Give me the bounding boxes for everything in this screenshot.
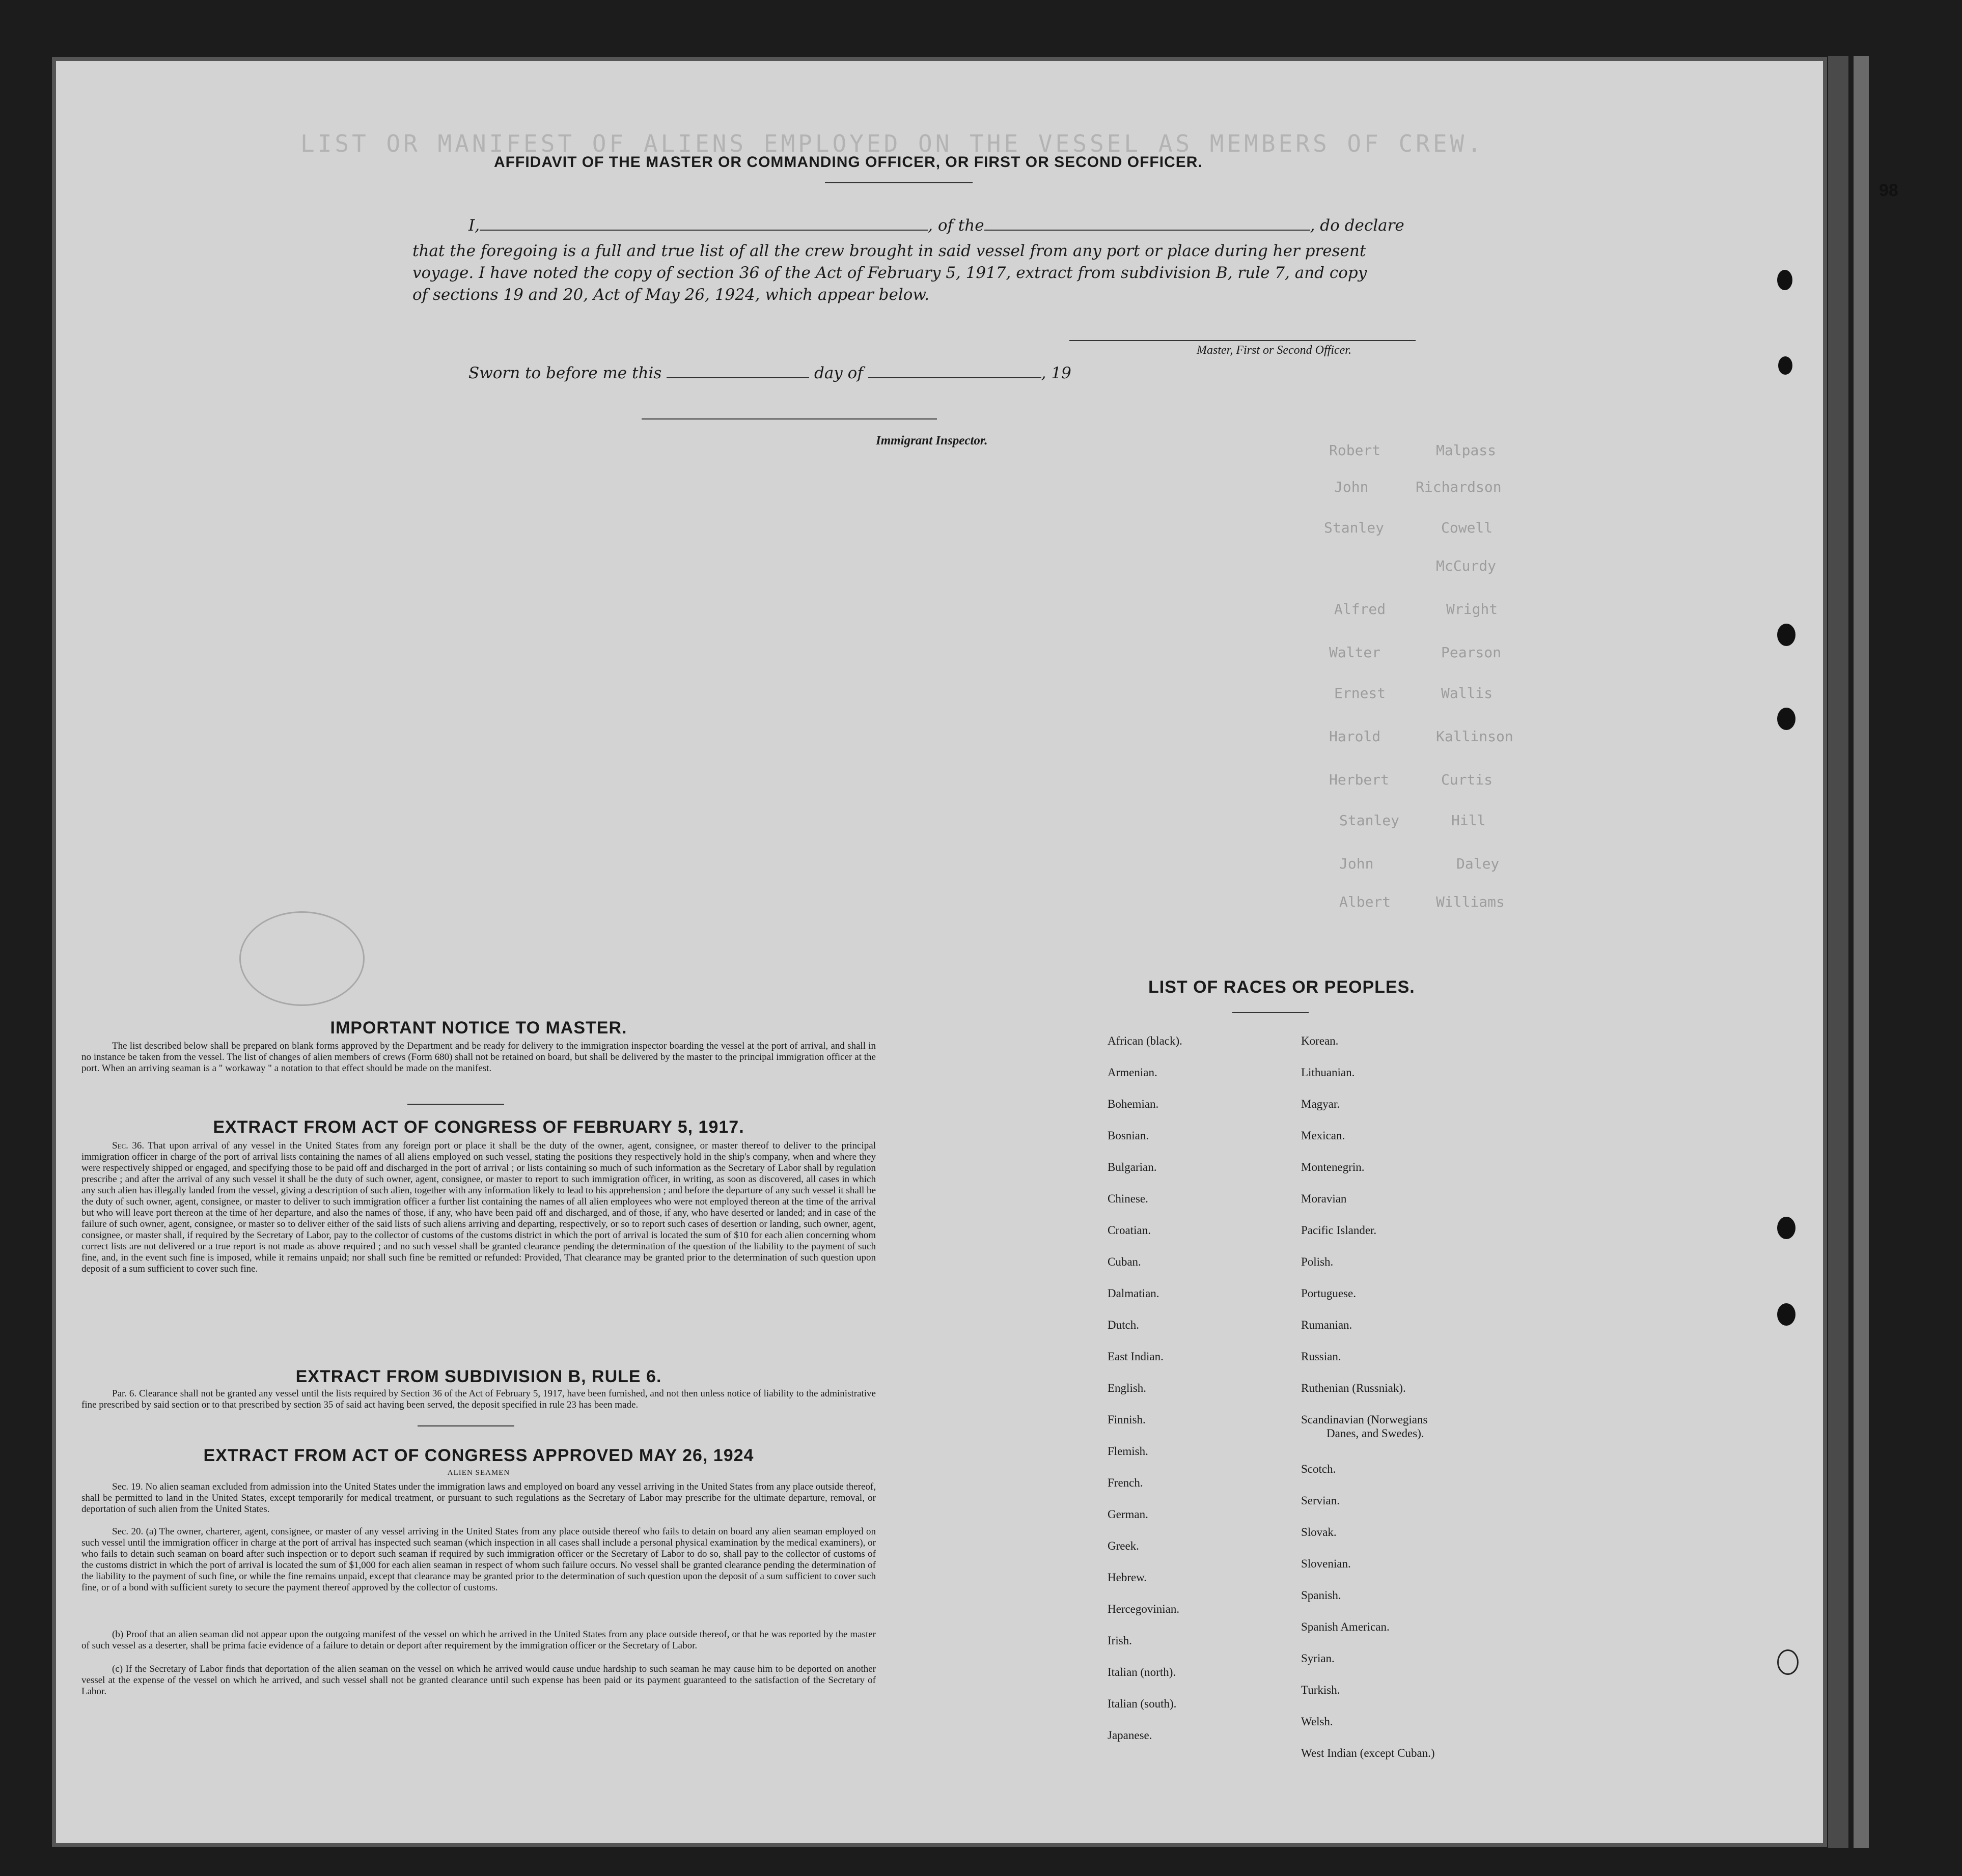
- bleed-through-name: Walter: [1329, 644, 1381, 661]
- race-item: Japanese.: [1108, 1729, 1152, 1742]
- bleed-through-name: John: [1334, 479, 1369, 495]
- race-item: Moravian: [1301, 1192, 1347, 1205]
- affidavit-line-3: voyage. I have noted the copy of section 36 of the Act of February 5, 1917, extract from subdivision B, rule 7, and copy: [412, 264, 1367, 282]
- page-edge-right-2: [1854, 56, 1869, 1848]
- race-item: Slovenian.: [1301, 1557, 1351, 1570]
- affidavit-line-1: [468, 215, 1421, 237]
- race-item: Finnish.: [1108, 1413, 1146, 1426]
- race-item: English.: [1108, 1382, 1147, 1394]
- bleed-through-name: Curtis: [1441, 771, 1493, 788]
- binder-hole: [1777, 1303, 1795, 1326]
- race-item: German.: [1108, 1508, 1148, 1521]
- race-item: Welsh.: [1301, 1715, 1333, 1728]
- bleed-through-name: Daley: [1456, 855, 1500, 872]
- race-item: Hebrew.: [1108, 1571, 1147, 1584]
- race-item: Scandinavian (Norwegians: [1301, 1413, 1428, 1426]
- master-signature-line[interactable]: [1069, 340, 1416, 341]
- bleed-through-name: Kallinson: [1436, 728, 1513, 745]
- race-item: Portuguese.: [1301, 1287, 1356, 1300]
- race-item: Spanish.: [1301, 1589, 1341, 1602]
- affidavit-declare: , do declare: [1310, 216, 1404, 235]
- sworn-day-of: day of: [814, 364, 863, 382]
- bleed-through-name: Herbert: [1329, 771, 1390, 788]
- race-item: Croatian.: [1108, 1224, 1151, 1237]
- binder-hole: [1777, 708, 1795, 730]
- rule6-title: EXTRACT FROM SUBDIVISION B, RULE 6.: [295, 1367, 662, 1386]
- bleed-through-title: LIST OR MANIFEST OF ALIENS EMPLOYED ON THE VESSEL AS MEMBERS OF CREW.: [300, 130, 1484, 157]
- inspector-label: Immigrant Inspector.: [876, 434, 988, 447]
- extract-1917-sec: Sec. 36.: [112, 1140, 145, 1151]
- affidavit-i: I,: [468, 216, 480, 235]
- bleed-through-name: Hill: [1451, 812, 1486, 829]
- affidavit-of-the: , of the: [928, 216, 984, 235]
- extract-1917-body: [81, 1140, 876, 1275]
- bleed-through-name: Pearson: [1441, 644, 1502, 661]
- extract-1924-subtitle: ALIEN SEAMEN: [447, 1469, 510, 1477]
- race-item: Mexican.: [1301, 1129, 1345, 1142]
- extract-1917-title: EXTRACT FROM ACT OF CONGRESS OF FEBRUARY 5, 1917.: [213, 1117, 744, 1137]
- race-item: Italian (north).: [1108, 1666, 1176, 1678]
- notice-rule: [407, 1104, 504, 1105]
- race-item: Polish.: [1301, 1255, 1334, 1268]
- race-item: Pacific Islander.: [1301, 1224, 1377, 1237]
- binder-hole: [1777, 270, 1792, 290]
- master-name-field[interactable]: [480, 215, 928, 231]
- bleed-through-name: Harold: [1329, 728, 1381, 745]
- binder-hole: [1777, 624, 1795, 646]
- bleed-through-name: McCurdy: [1436, 557, 1497, 574]
- race-item: Ruthenian (Russniak).: [1301, 1382, 1406, 1394]
- race-item: African (black).: [1108, 1034, 1182, 1047]
- race-item: Lithuanian.: [1301, 1066, 1355, 1079]
- race-item: French.: [1108, 1476, 1143, 1489]
- race-item: Danes, and Swedes).: [1327, 1427, 1424, 1440]
- rule6-body: Par. 6. Clearance shall not be granted any vessel until the lists required by Section 36 of the Act of February 5, 1917, have been furnished, and not then unless notice of liability to the administrative fine prescribed by said section or to that prescribed by section 35 of said act having been served, the deposit specified in rule 23 has been made.: [81, 1388, 876, 1410]
- race-item: Slovak.: [1301, 1526, 1337, 1538]
- binder-hole: [1778, 356, 1792, 375]
- race-item: Armenian.: [1108, 1066, 1157, 1079]
- bleed-through-name: Richardson: [1416, 479, 1502, 495]
- race-item: East Indian.: [1108, 1350, 1164, 1363]
- notice-body: The list described below shall be prepared on blank forms approved by the Department and be ready for delivery to the immigration inspector boarding the vessel at the port of arrival, and shall in no instance be taken from the vessel. The list of changes of alien members of crews (Form 680) shall not be retained on board, but shall be delivered by the master to the principal immigration officer at the port. When an arriving seaman is a " workaway " a notation to that effect should be made on the manifest.: [81, 1041, 876, 1074]
- race-item: Spanish American.: [1301, 1620, 1390, 1633]
- page-number: 98: [1879, 181, 1898, 200]
- extract-1924-sec20b: (b) Proof that an alien seaman did not appear upon the outgoing manifest of the vessel on which he arrived in the United States from any place outside thereof, or that he was reported by the master of such vessel as a deserter, shall be prima facie evidence of a failure to detain or deport after requirement by the immigration officer or the Secretary of Labor.: [81, 1629, 876, 1651]
- affidavit-line-4: of sections 19 and 20, Act of May 26, 1924, which appear below.: [412, 286, 930, 304]
- extract-1917-text: That upon arrival of any vessel in the United States from any foreign port or place it shall be the duty of the owner, agent, consignee, or master thereof to deliver to the principal immigration officer in charge of the port of arrival lists containing the names of all aliens employed on such vessel, stating the positions they respectively hold in the ship's company, when and where they were respectively shipped or engaged, and specifying those to be paid off and discharged in the port of arrival ; or lists containing so much of such information as the Secretary of Labor shall by regulation prescribe ; and after the arrival of any such vessel it shall be the duty of such owner, agent, consignee, or master to report to such immigration officer, in writing, as soon as discovered, all cases in which any such alien has illegally landed from the vessel, giving a description of such alien, together with any information likely to lead to his apprehension ; and before the departure of any such vessel it shall be the duty of such owner, agent, consignee, or master to deliver to such immigration officer a further list containing the names of all alien employees who were not employed thereon at the time of the arrival but who will leave port thereon at the time of her departure, and also the names of those, if any, who have been paid off and discharged, and of those, if any, who have deserted or landed; and in case of the failure of such owner, agent, consignee, or master so to deliver either of the said lists of such aliens arriving and departing, respectively, or so to report such cases of desertion or landing, such owner, agent, consignee, or master shall, if required by the Secretary of Labor, pay to the collector of customs of the customs district in which the port of arrival is located the sum of $10 for each alien concerning whom correct lists are not delivered or a true report is not made as above required ; and no such vessel shall be granted clearance pending the determination of the question of the liability to the payment of such fine, and, in the event such fine is imposed, while it remains unpaid; nor shall such fine be remitted or refunded: Provided, That clearance may be granted prior to the determination of such question upon deposit of a sum sufficient to cover such fine.: [81, 1140, 876, 1274]
- bleed-through-name: Stanley: [1339, 812, 1400, 829]
- affidavit-line-2: that the foregoing is a full and true list of all the crew brought in said vessel from any port or place during her present: [412, 242, 1366, 260]
- races-title: LIST OF RACES OR PEOPLES.: [1148, 977, 1415, 997]
- race-item: West Indian (except Cuban.): [1301, 1747, 1435, 1759]
- race-item: Korean.: [1301, 1034, 1339, 1047]
- race-item: Chinese.: [1108, 1192, 1148, 1205]
- extract-1924-sec19: Sec. 19. No alien seaman excluded from admission into the United States under the immigration laws and employed on board any vessel arriving in the United States from any place outside thereof, shall be permitted to land in the United States, except temporarily for medical treatment, or pursuant to such regulations as the Secretary of Labor may prescribe for the ultimate departure, removal, or deportation of such alien from the United States.: [81, 1481, 876, 1515]
- affidavit-title-rule: [825, 182, 973, 183]
- bleed-through-name: Alfred: [1334, 601, 1386, 618]
- bleed-through-name: Williams: [1436, 893, 1505, 910]
- bleed-through-name: Ernest: [1334, 685, 1386, 702]
- affidavit-title: AFFIDAVIT OF THE MASTER OR COMMANDING OFFICER, OR FIRST OR SECOND OFFICER.: [494, 154, 1203, 171]
- extract-1924-sec20a: Sec. 20. (a) The owner, charterer, agent, consignee, or master of any vessel arriving in the United States from any place outside thereof who fails to detain on board any alien seaman employed on such vessel until the immigration officer in charge at the port of arrival has inspected such seaman (which inspection in all cases shall include a personal physical examination by the medical examiners), or who fails to detain such seaman on board after such inspection or to deport such seaman if required by such immigration officer or the Secretary of Labor to do so, shall pay to the collector of customs of the customs district in which the port of arrival is located the sum of $1,000 for each alien seaman in respect of whom such failure occurs. No vessel shall be granted clearance pending the determination of the liability to the payment of such fine, or while the fine remains unpaid, except that clearance may be granted prior to the determination of such question upon the deposit of a sum sufficient to cover such fine, or of a bond with sufficient surety to secure the payment thereof approved by the collector of customs.: [81, 1526, 876, 1593]
- race-item: Greek.: [1108, 1539, 1139, 1552]
- race-item: Turkish.: [1301, 1684, 1340, 1696]
- page-edge-right: [1828, 56, 1848, 1848]
- race-item: Hercegovinian.: [1108, 1603, 1180, 1615]
- notice-title: IMPORTANT NOTICE TO MASTER.: [330, 1018, 627, 1038]
- bleed-through-name: Malpass: [1436, 442, 1497, 459]
- races-title-rule: [1232, 1012, 1309, 1013]
- race-item: Bulgarian.: [1108, 1161, 1157, 1173]
- race-item: Bohemian.: [1108, 1098, 1159, 1110]
- race-item: Bosnian.: [1108, 1129, 1149, 1142]
- sworn-line: [468, 362, 1130, 384]
- race-item: Russian.: [1301, 1350, 1341, 1363]
- race-item: Dutch.: [1108, 1319, 1139, 1331]
- race-item: Magyar.: [1301, 1098, 1340, 1110]
- bleed-through-name: Wallis: [1441, 685, 1493, 702]
- bleed-through-name: Cowell: [1441, 519, 1493, 536]
- sworn-label: Sworn to before me this: [468, 364, 662, 382]
- bleed-through-name: Albert: [1339, 893, 1391, 910]
- master-signature-label: Master, First or Second Officer.: [1197, 344, 1351, 357]
- faded-stamp: [239, 911, 365, 1006]
- race-item: Italian (south).: [1108, 1697, 1177, 1710]
- race-item: Cuban.: [1108, 1255, 1141, 1268]
- vessel-name-field[interactable]: [984, 215, 1310, 231]
- race-item: Syrian.: [1301, 1652, 1335, 1665]
- race-item: Servian.: [1301, 1494, 1340, 1507]
- rule6-rule: [418, 1425, 514, 1426]
- sworn-month-field[interactable]: [868, 363, 1041, 378]
- race-item: Scotch.: [1301, 1463, 1336, 1475]
- race-item: Rumanian.: [1301, 1319, 1352, 1331]
- race-item: Montenegrin.: [1301, 1161, 1365, 1173]
- sworn-year: , 19: [1041, 364, 1071, 382]
- binder-hole-empty: [1777, 1649, 1799, 1675]
- bleed-through-name: Robert: [1329, 442, 1381, 459]
- inspector-signature-line[interactable]: [642, 418, 937, 419]
- bleed-through-name: Stanley: [1324, 519, 1385, 536]
- binder-hole: [1777, 1217, 1795, 1239]
- race-item: Dalmatian.: [1108, 1287, 1159, 1300]
- sworn-day-field[interactable]: [667, 363, 809, 378]
- extract-1924-title: EXTRACT FROM ACT OF CONGRESS APPROVED MAY 26, 1924: [203, 1446, 754, 1465]
- bleed-through-name: Wright: [1446, 601, 1498, 618]
- bleed-through-name: John: [1339, 855, 1374, 872]
- race-item: Irish.: [1108, 1634, 1132, 1647]
- race-item: Flemish.: [1108, 1445, 1148, 1458]
- extract-1924-sec20c: (c) If the Secretary of Labor finds that deportation of the alien seaman on the vessel on which he arrived would cause undue hardship to such seaman he may cause him to be deported on another vessel at the expense of the vessel on which he arrived, and such vessel shall not be granted clearance until such expense has been paid or its payment guaranteed to the satisfaction of the Secretary of Labor.: [81, 1664, 876, 1697]
